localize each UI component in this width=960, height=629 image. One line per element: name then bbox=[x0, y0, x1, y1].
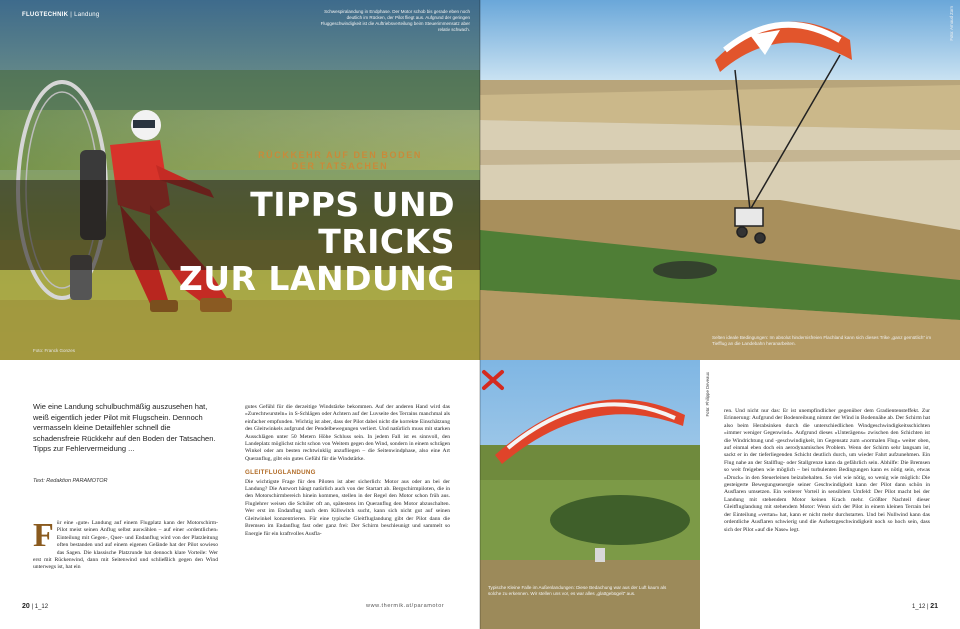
wrong-mark-icon bbox=[480, 368, 508, 397]
section-label: FLUGTECHNIK | Landung bbox=[22, 12, 100, 18]
subhead: GLEITFLUGLANDUNG bbox=[245, 469, 316, 477]
hero-caption: Schwespiralandung in Endphase. Der Motor schob bis gerade eben noch deutlich im Rücken, der Pilot fliegt aus. Aufgrund der geringen Fluggeschwindigkeit ist die Auftriebsverteilung beim Steuerimmensatz aber relativ schwach. bbox=[320, 9, 470, 32]
photo2-credit: Foto: Philippe Deveaux bbox=[705, 372, 710, 417]
column-2-text-b: Die wichtigste Frage für den Piloten ist aber sicherlich: Motor aus oder an bei der Landung? Die Antwort hängt natürlich auch von der Startart ab. Bergschirmpiloten, die in den Motorschirmbereich hinein kommen, stellen in der Regel den Motor schon früh aus. Fluglehrer weisen die Schüler oft an, spätestens im Queranflug den Motor abzuschalten. Wer erst im Endanflug nach dem Killswitch sucht, kann sich nicht gut auf seinen Gleitwinkel konzentrieren. Für eine typische Gleitfluglandung gibt der Pilot dann die Bremsen im Endanflug fast oder ganz frei: Der Schirm beschleunigt und sammelt so Energie für ein kraftvolles Ausfla- bbox=[245, 478, 450, 537]
byline: Text: Redaktion PARAMOTOR bbox=[33, 478, 108, 484]
headline: TIPPS UND TRICKS ZUR LANDUNG bbox=[178, 185, 455, 298]
lead-paragraph: Wie eine Landung schulbuchmäßig auszusehen hat, weiß eigentlich jeder Pilot mit Flugschein. Dennoch vermasseln kleine Detailfehler schnell die schadensfreie Rückkehr auf den Boden der Tatsachen. Tipps zur Fehlervermeidung ... bbox=[33, 402, 216, 453]
body-column-1 bbox=[33, 517, 218, 620]
right-page bbox=[480, 0, 960, 629]
photo-credit-right: Foto: Arnaud Zorn bbox=[949, 6, 954, 41]
gutter bbox=[479, 0, 481, 629]
folio-right: 1_12 | 21 bbox=[911, 603, 938, 610]
body-column-2 bbox=[245, 404, 450, 626]
photo-credit: Foto: Franck Gonzes bbox=[33, 348, 76, 353]
kicker: RÜCKKEHR AUF DEN BODEN DER TATSACHEN bbox=[258, 150, 422, 171]
column-2-text-a: gutes Gefühl für die derzeitige Windstärke bekommen. Auf der anderen Hand wird das »Zurechtwursteln« in S-Schlägen oder Achtern auf der Luvseite des Terrains manchmal als einfacher empfunden. Wichtig ist aber, dass der Pilot dabei nicht die korrekte Einschätzung des Gleitwinkels aufgrund der Pendelbewegungen verliert. Und natürlich muss mit starken Ausschlägen unter 50 Metern Höhe Schluss sein. In jedem Fall ist es sinnvoll, den Landeplatz möglichst nicht schon von Weitem gegen den Wind, sondern in einem schrägen Winkel oder am besten rechtwinklig anzufliegen – die Seitenwindphase, also eine Art Queranflug, gibt ein gutes Gefühl für die Windstärke. bbox=[245, 404, 450, 462]
dropcap: F bbox=[33, 517, 54, 554]
column-1-text: ür eine ›gute‹ Landung auf einem Flugplatz kann der Motorschirm-Pilot meist seinen Anflug selbst auswählen – auf einer ›ordentlichen‹ Einteilung mit Gegen-, Quer- und Endanflug wird von der Platzleitung often bestanden und auf einem eigenen Gelände hat der Pilot sowieso das Sagen. Die klassische Platzrunde hat dennoch klare Vorteile: Wer erst mit Rückenwind, dann mit Seitenwind und schließlich gegen den Wind unterwegs ist, hat ein bbox=[33, 520, 218, 571]
magazine-url[interactable]: www.thermik.at/paramotor bbox=[366, 603, 445, 609]
body-column-3: ren. Und nicht nur das: Er ist unempfindlicher gegenüber dem Gradientensteffekt. Zur Erinnerung: Aufgrund der Bodenreibung nimmt der Wind in Bodennähe ab. Der Schirm hat also beim Herabsinken durch die unterschiedlichen Windgeschwindigkeitsschichten »immer weniger Gegenwind«. Aufgrund dieses »Unterägens« zwischen den Schichten ist die Windrichtung und -geschwindigkeit, im Gegensatz zum »normalen Flug« weiter oben, auf einmal eben doch ein aerodynamisches Problem. Wenn der Schirm sehr langsam ist, sackt er in der tieferliegenden Schicht deutlich durch, um wieder Fahrt aufzunehmen. Ein Flug nahe an der Stallflug- oder Stallgrenze kann da gefährlich sein. Abhilfe: Die Bremsen so weit freigeben wie möglich – bei turbulenten Bedingungen kann es nötig sein, etwas »Druck« in den Steuerleinen beizubehalten. So viel wie nötig, so wenig wie möglich: Die gesteigerte Bewegungsenergie seiner Geschwindigkeit kann der Pilot dann schön in Ausflaren umsetzen. Ein weiterer Vorteil in sensiblem Umfeld: Der Pilot macht bei der Landung mit stehendem Motor keinen Krach mehr. Größter Nachteil dieser Gleitfluglandung mit stehendem Motor: Wenn sich der Pilot in einem kleinen Terrain bei der Einteilung »vertan« hat, kann er nicht mehr durchstarten. Und bei Nullwind kann das ordentliche Ausflaren schwierig und die Aufsetzgeschwindigkeit noch so hoch sein, dass sich der Pilot »auf die Nase« legt. bbox=[724, 408, 930, 533]
hero-photo-trike bbox=[480, 0, 960, 360]
trike-caption: Selten ideale Bedingungen: Im absolut hindernisfreien Flachland kann sich dieses Trike „ganz gemütlich“ im Tiefflug an die Landebahn heranarbeiten. bbox=[712, 335, 932, 346]
article-body-left bbox=[0, 360, 480, 629]
trike-photo-graphic bbox=[480, 0, 960, 360]
folio-left: 20 | 1_12 bbox=[22, 603, 49, 610]
photo2-caption: Typische Kleine Falle im Außenlandungen: Diese Bedachung war aus der Luft kaum als solche zu erkennen. Wir stellen uns vor, es war alles „glattgebügelt“ aus. bbox=[488, 585, 667, 596]
